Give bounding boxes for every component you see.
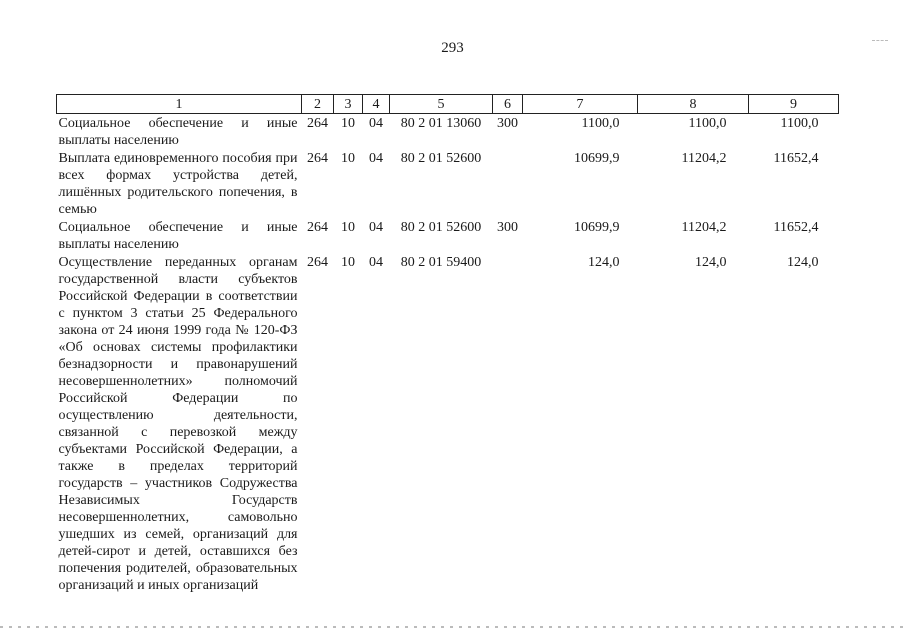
row-amount-7: 1100,0 — [581, 116, 620, 131]
row-subsection: 04 — [369, 151, 383, 166]
row-name: Осуществление переданных органам государственной власти субъектов Российской Федерации в соответствии с пунктом 3 статьи 25 Федерального закона от 24 июня 1999 года № 120-ФЗ «Об основах системы профилактики безнадзорности и правонарушений несовершеннолетних» полномочий Российской Федерации по осуществлению деятельности, связанной с перевозкой между субъектами Российской Федерации, а также в пределах территорий государств – участников Содружества Независимых Государств несовершеннолетних, самовольно ушедших из семей, организаций для детей-сирот и детей, оставшихся без попечения родителей, образовательных организаций и иных организаций — [58, 255, 298, 593]
header-row — [57, 95, 839, 114]
row-section: 10 — [341, 255, 355, 270]
scan-edge-mark — [0, 626, 905, 628]
row-amount-9: 11652,4 — [773, 220, 819, 235]
row-subsection: 04 — [369, 255, 383, 270]
col-header-7: 7 — [523, 95, 638, 114]
scan-mark-top-right — [872, 40, 888, 42]
table-row — [57, 218, 839, 253]
row-amount-9: 1100,0 — [780, 116, 819, 131]
row-amount-9: 124,0 — [787, 255, 819, 270]
row-subsection: 04 — [369, 116, 383, 131]
col-header-8: 8 — [638, 95, 749, 114]
row-amount-8: 11204,2 — [681, 220, 727, 235]
row-amount-7: 10699,9 — [574, 220, 620, 235]
row-expense-type — [493, 253, 523, 594]
row-expense-type: 300 — [497, 220, 518, 235]
row-target-article: 80 2 01 52600 — [400, 151, 482, 166]
row-code-ministry: 264 — [307, 151, 328, 166]
row-target-article: 80 2 01 59400 — [400, 255, 482, 270]
row-section: 10 — [341, 116, 355, 131]
row-amount-8: 124,0 — [695, 255, 727, 270]
col-header-2: 2 — [302, 95, 334, 114]
row-expense-type: 300 — [497, 116, 518, 131]
row-section: 10 — [341, 151, 355, 166]
row-expense-type — [493, 149, 523, 218]
row-amount-8: 1100,0 — [688, 116, 727, 131]
row-code-ministry: 264 — [307, 116, 328, 131]
row-target-article: 80 2 01 13060 — [400, 116, 482, 131]
row-section: 10 — [341, 220, 355, 235]
row-amount-9: 11652,4 — [773, 151, 819, 166]
col-header-1: 1 — [57, 95, 302, 114]
row-name: Выплата единовременного пособия при всех формах устройства детей, лишённых родительского попечения, в семью — [58, 151, 298, 217]
row-code-ministry: 264 — [307, 255, 328, 270]
table-row — [57, 253, 839, 594]
budget-table — [56, 94, 839, 594]
row-amount-7: 124,0 — [588, 255, 620, 270]
row-name: Социальное обеспечение и иные выплаты населению — [58, 220, 298, 252]
col-header-4: 4 — [363, 95, 390, 114]
row-code-ministry: 264 — [307, 220, 328, 235]
row-subsection: 04 — [369, 220, 383, 235]
row-target-article: 80 2 01 52600 — [400, 220, 482, 235]
col-header-6: 6 — [493, 95, 523, 114]
col-header-5: 5 — [390, 95, 493, 114]
row-amount-8: 11204,2 — [681, 151, 727, 166]
col-header-9: 9 — [749, 95, 839, 114]
page-number: 293 — [441, 40, 464, 56]
row-amount-7: 10699,9 — [574, 151, 620, 166]
table-row — [57, 114, 839, 150]
row-name: Социальное обеспечение и иные выплаты населению — [58, 116, 298, 148]
col-header-3: 3 — [334, 95, 363, 114]
table-row — [57, 149, 839, 218]
